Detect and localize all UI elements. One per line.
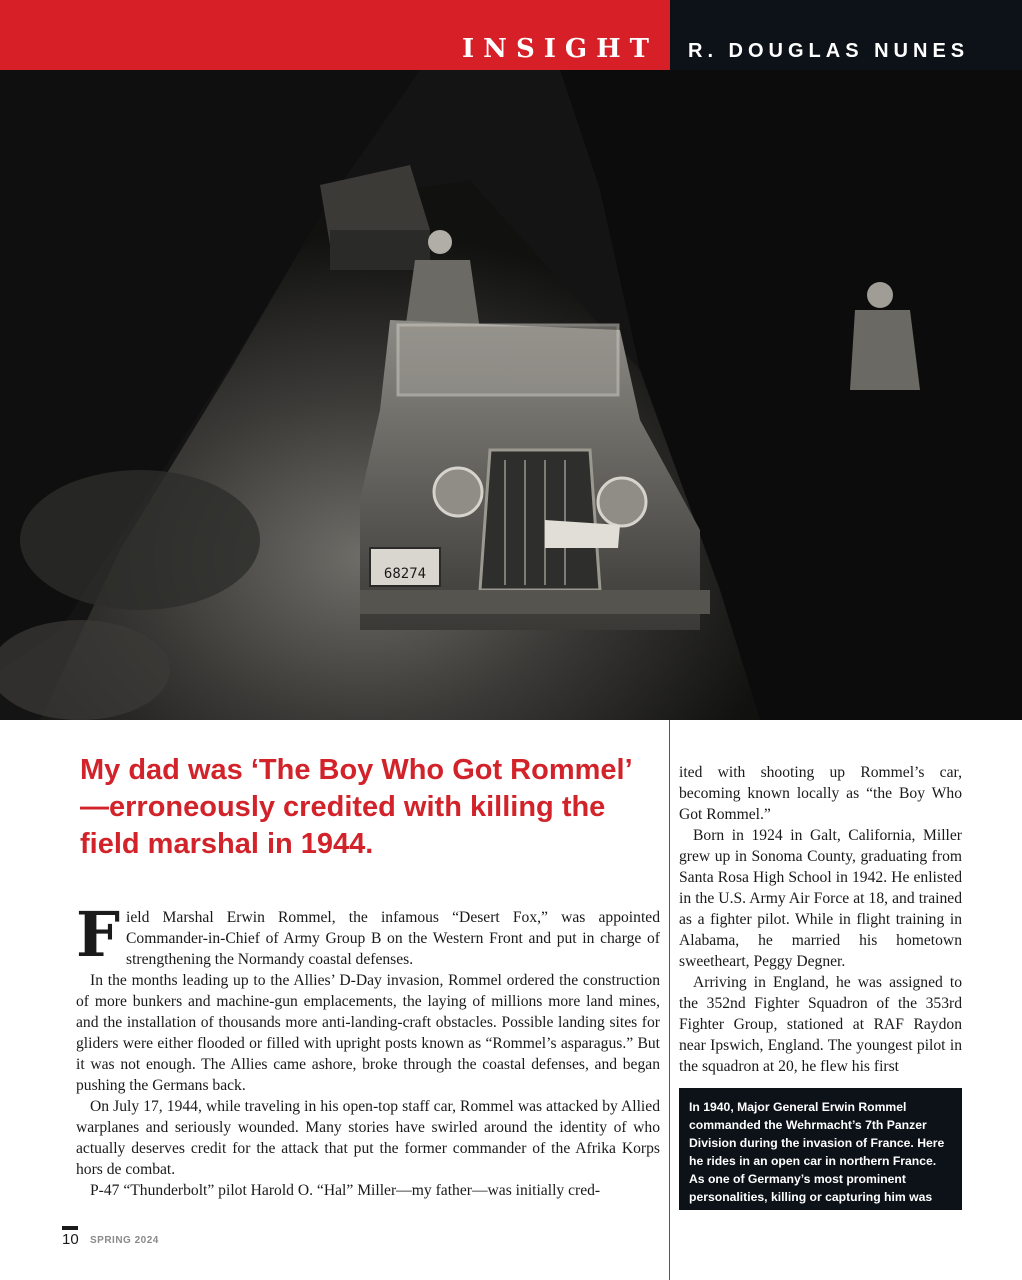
header-dark-band — [670, 0, 1022, 70]
footer-rule — [62, 1226, 78, 1230]
paragraph-6: Born in 1924 in Galt, California, Miller grew up in Sonoma County, graduating from Santa Rosa High School in 1942. He enlisted in the U.S. Army Air Force at 18, and trained as a fighter pilot. While in flight training in Alabama, he married his hometown sweetheart, Peggy Degner. — [679, 827, 962, 970]
paragraph-1 — [76, 898, 660, 971]
photo-caption: In 1940, Major General Erwin Rommel commanded the Wehrmacht’s 7th Panzer Division during the invasion of France. Here he rides in an open car in northern France. As one of Germany’s most prominent personalities, killing or capturing him was one of the Allies’ top priorities. — [679, 1088, 962, 1210]
body-column-2 — [679, 762, 962, 1077]
headline: My dad was ‘The Boy Who Got Rommel’ —erroneously credited with killing the field marshal in 1944. — [80, 754, 632, 860]
header-red-band — [0, 0, 670, 70]
drop-cap: F — [76, 898, 121, 971]
paragraph-1-text: ield Marshal Erwin Rommel, the infamous “Desert Fox,” was appointed Commander-in-Chief of Army Group B on the Western Front and put in charge of strengthening the Normandy coastal defenses. — [126, 909, 660, 968]
issue-label: SPRING 2024 — [90, 1235, 159, 1246]
photo-illustration — [0, 70, 1022, 720]
paragraph-5: ited with shooting up Rommel’s car, becoming known locally as “the Boy Who Got Rommel.” — [679, 764, 962, 823]
paragraph-3: On July 17, 1944, while traveling in his open-top staff car, Rommel was attacked by Allied warplanes and seriously wounded. Many stories have swirled around the identity of who actually deserves credit for the attack that put the former commander of the Afrika Korps hors de combat. — [76, 1098, 660, 1178]
license-plate-text: 68274 — [383, 566, 427, 582]
author-name: R. DOUGLAS NUNES — [688, 40, 970, 62]
page-number: 10 — [62, 1231, 79, 1248]
column-divider — [669, 720, 670, 1280]
paragraph-7: Arriving in England, he was assigned to the 352nd Fighter Squadron of the 353rd Fighter Group, stationed at RAF Raydon near Ipswich, England. The youngest pilot in the squadron at 20, he flew his first — [679, 974, 962, 1075]
body-column-1 — [76, 898, 660, 1201]
paragraph-2: In the months leading up to the Allies’ D-Day invasion, Rommel ordered the construction of more bunkers and machine-gun emplacements, the laying of millions more land mines, and the installation of thousands more anti-landing-craft obstacles. Possible landing sites for gliders were either flooded or filled with upright posts known as “Rommel’s asparagus.” But it was not enough. The Allies came ashore, broke through the coastal defenses, and began pushing the Germans back. — [76, 972, 660, 1094]
paragraph-4: P-47 “Thunderbolt” pilot Harold O. “Hal” Miller—my father—was initially cred- — [90, 1182, 601, 1199]
section-title: INSIGHT — [462, 34, 658, 64]
hero-photo — [0, 70, 1022, 720]
